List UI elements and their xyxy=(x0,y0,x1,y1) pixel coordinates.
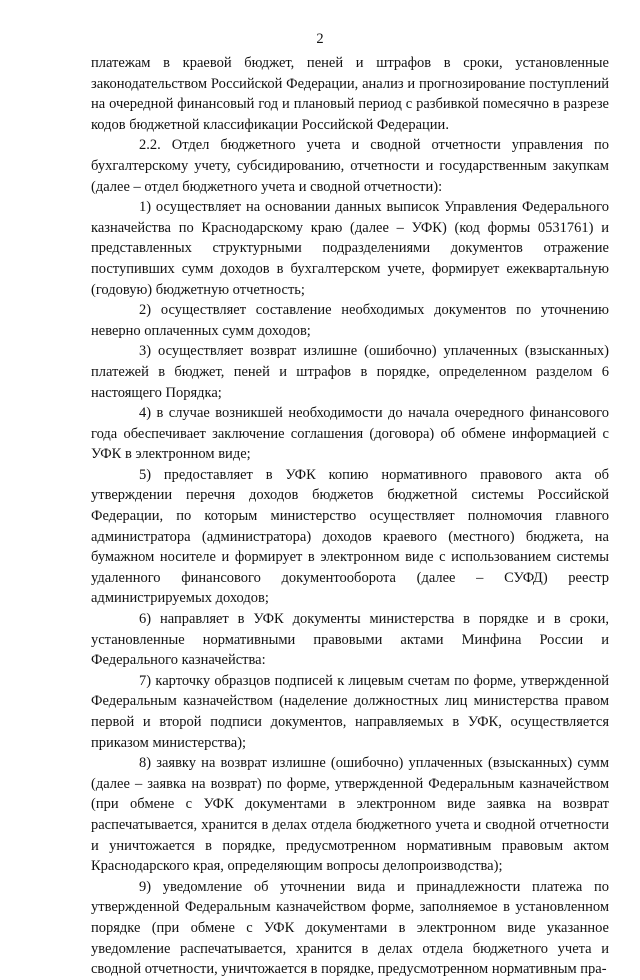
paragraph: платежам в краевой бюджет, пеней и штрафов в сроки, установленные законодательством Российской Федерации, анализ и прогнозирование поступлений на очередной финансовый год и плановый период с разбивкой помесячно в разрезе кодов бюджетной классификации Российской Федерации. xyxy=(91,55,609,133)
paragraph: 3) осуществляет возврат излишне (ошибочно) уплаченных (взысканных) платежей в бюджет, пеней и штрафов в порядке, определенном разделом 6 настоящего Порядка; xyxy=(91,343,609,401)
paragraph: 2.2. Отдел бюджетного учета и сводной отчетности управления по бухгалтерскому учету, субсидированию, отчетности и государственным закупкам (далее – отдел бюджетного учета и сводной отчетности): xyxy=(91,137,609,195)
paragraph: 8) заявку на возврат излишне (ошибочно) уплаченных (взысканных) сумм (далее – заявка на возврат) по форме, утвержденной Федеральным казначейством (при обмене с УФК документами в электронном виде заявка на возврат распечатывается, хранится в делах отдела бюджетного учета и сводной отчетности и уничтожается в порядке, предусмотренном нормативным правовым актом Краснодарского края, определяющим вопросы делопроизводства); xyxy=(91,755,609,875)
paragraph: 6) направляет в УФК документы министерства в порядке и в сроки, установленные нормативными правовыми актами Минфина России и Федерального казначейства: xyxy=(91,611,609,669)
document-body xyxy=(91,53,609,980)
paragraph: 5) предоставляет в УФК копию нормативного правового акта об утверждении перечня доходов бюджетов бюджетной системы Российской Федерации, по которым министерство осуществляет полномочия главного администратора (администратора) доходов краевого (местного) бюджета, на бумажном носителе и формирует в электронном виде с использованием системы удаленного финансового документооборота (далее – СУФД) реестр администрируемых доходов; xyxy=(91,466,609,607)
paragraph: 9) уведомление об уточнении вида и принадлежности платежа по утвержденной Федеральным казначейством форме, заполняемое в установленном порядке (при обмене с УФК документами в электронном виде указанное уведомление распечатывается, хранится в делах отдела бюджетного учета и сводной отчетности, уничтожается в порядке, предусмотренном нормативным пра- xyxy=(91,878,609,978)
page-number: 2 xyxy=(316,31,324,47)
paragraph: 1) осуществляет на основании данных выписок Управления Федерального казначейства по Краснодарскому краю (далее – УФК) (код формы 0531761) и представленных структурными подразделениями документов отражение поступивших сумм доходов в бухгалтерском учете, формирует ежеквартальную (годовую) бюджетную отчетность; xyxy=(91,199,609,298)
paragraph: 7) карточку образцов подписей к лицевым счетам по форме, утвержденной Федеральным казначейством (наделение должностных лиц министерства правом первой и второй подписи документов, направляемых в УФК, осуществляется приказом министерства); xyxy=(91,672,609,751)
paragraph: 4) в случае возникшей необходимости до начала очередного финансового года обеспечивает заключение соглашения (договора) об обмене информацией с УФК в электронном виде; xyxy=(91,405,609,463)
paragraph: 2) осуществляет составление необходимых документов по уточнению неверно оплаченных сумм доходов; xyxy=(91,302,609,339)
